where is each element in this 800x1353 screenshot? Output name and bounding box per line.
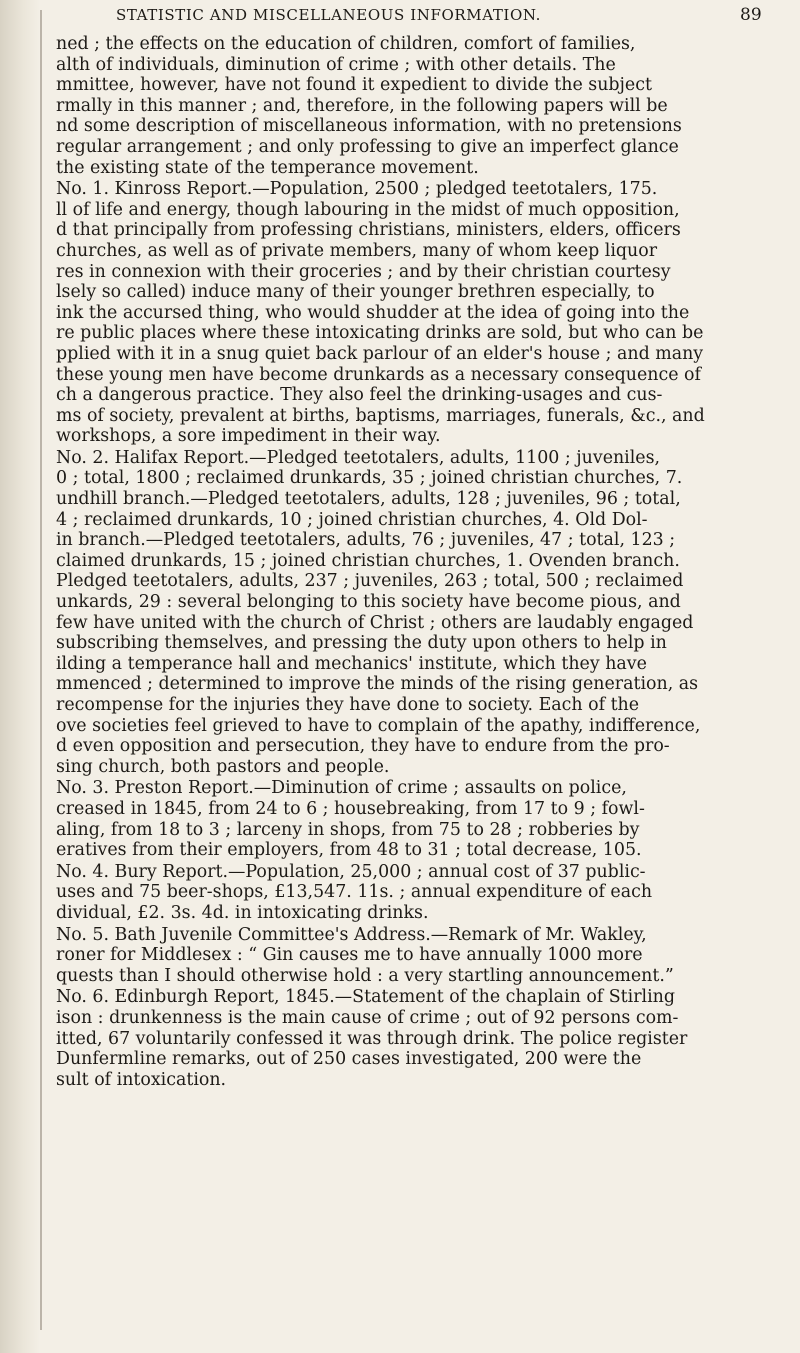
text-line: dividual, £2. 3s. 4d. in intoxicating drinks. (56, 902, 429, 923)
text-line: aling, from 18 to 3 ; larceny in shops, from 75 to 28 ; robberies by (56, 819, 640, 840)
text-line: ove societies feel grieved to have to complain of the apathy, indifference, (56, 715, 701, 736)
gutter-rule (40, 10, 42, 1330)
text-line: workshops, a sore impediment in their way. (56, 426, 441, 447)
text-line: 0 ; total, 1800 ; reclaimed drunkards, 35 ; joined christian churches, 7. (56, 468, 683, 489)
text-line: No. 3. Preston Report.—Diminution of crime ; assaults on police, (56, 778, 627, 799)
running-head: STATISTIC AND MISCELLANEOUS INFORMATION. (116, 6, 541, 24)
text-line: mmittee, however, have not found it expedient to divide the subject (56, 75, 652, 96)
text-line: rmally in this manner ; and, therefore, in the following papers will be (56, 95, 668, 116)
text-line: these young men have become drunkards as a necessary consequence of (56, 364, 701, 385)
text-line: No. 1. Kinross Report.—Population, 2500 ; pledged teetotalers, 175. (56, 179, 658, 200)
text-line: ned ; the effects on the education of children, comfort of families, (56, 34, 636, 54)
text-line: regular arrangement ; and only professing to give an imperfect glance (56, 136, 679, 157)
text-line: ll of life and energy, though labouring in the midst of much opposition, (56, 199, 680, 220)
text-line: churches, as well as of private members, many of whom keep liquor (56, 240, 658, 261)
text-line: itted, 67 voluntarily confessed it was through drink. The police register (56, 1028, 688, 1049)
text-line: No. 6. Edinburgh Report, 1845.—Statement of the chaplain of Stirling (56, 987, 675, 1008)
text-line: mmenced ; determined to improve the minds of the rising generation, as (56, 674, 699, 695)
text-line: Pledged teetotalers, adults, 237 ; juveniles, 263 ; total, 500 ; reclaimed (56, 571, 684, 592)
body-text (56, 34, 791, 1090)
text-line: in branch.—Pledged teetotalers, adults, 76 ; juveniles, 47 ; total, 123 ; (56, 530, 676, 551)
text-line: sing church, both pastors and people. (56, 756, 390, 777)
page-binding-shadow (0, 0, 40, 1353)
text-line: No. 2. Halifax Report.—Pledged teetotalers, adults, 1100 ; juveniles, (56, 447, 661, 468)
text-line: unkards, 29 : several belonging to this society have become pious, and (56, 592, 681, 613)
text-line: No. 4. Bury Report.—Population, 25,000 ; annual cost of 37 public- (56, 861, 646, 882)
text-line: uses and 75 beer-shops, £13,547. 11s. ; annual expenditure of each (56, 882, 653, 903)
text-line: eratives from their employers, from 48 to 31 ; total decrease, 105. (56, 840, 642, 861)
text-line: alth of individuals, diminution of crime ; with other details. The (56, 54, 616, 75)
text-line: ink the accursed thing, who would shudder at the idea of going into the (56, 302, 690, 323)
text-line: ilding a temperance hall and mechanics' institute, which they have (56, 653, 647, 674)
text-line: ch a dangerous practice. They also feel the drinking-usages and cus- (56, 385, 663, 406)
text-line: ison : drunkenness is the main cause of crime ; out of 92 persons com- (56, 1007, 679, 1028)
text-line: lsely so called) induce many of their younger brethren especially, to (56, 282, 655, 303)
text-line: pplied with it in a snug quiet back parlour of an elder's house ; and many (56, 343, 704, 364)
text-line: d even opposition and persecution, they have to endure from the pro- (56, 736, 670, 757)
text-line: res in connexion with their groceries ; and by their christian courtesy (56, 261, 671, 282)
text-line: 4 ; reclaimed drunkards, 10 ; joined christian churches, 4. Old Dol- (56, 509, 648, 530)
text-line: d that principally from professing christians, ministers, elders, officers (56, 220, 681, 241)
text-line: sult of intoxication. (56, 1069, 227, 1090)
text-line: nd some description of miscellaneous information, with no pretensions (56, 116, 682, 137)
text-line: claimed drunkards, 15 ; joined christian churches, 1. Ovenden branch. (56, 550, 680, 571)
text-line: subscribing themselves, and pressing the duty upon others to help in (56, 633, 667, 654)
text-line: creased in 1845, from 24 to 6 ; housebreaking, from 17 to 9 ; fowl- (56, 798, 645, 819)
text-line: the existing state of the temperance movement. (56, 157, 479, 178)
text-line: re public places where these intoxicating drinks are sold, but who can be (56, 323, 704, 344)
page-header (0, 0, 800, 30)
page-number: 89 (740, 5, 762, 25)
text-line: Dunfermline remarks, out of 250 cases investigated, 200 were the (56, 1049, 642, 1070)
text-line: roner for Middlesex : “ Gin causes me to have annually 1000 more (56, 945, 643, 966)
text-line: few have united with the church of Christ ; others are laudably engaged (56, 612, 694, 633)
text-line: ms of society, prevalent at births, baptisms, marriages, funerals, &c., and (56, 405, 705, 426)
text-line: No. 5. Bath Juvenile Committee's Address.—Remark of Mr. Wakley, (56, 924, 647, 945)
text-line: quests than I should otherwise hold : a very startling announcement.” (56, 965, 674, 986)
text-line: undhill branch.—Pledged teetotalers, adults, 128 ; juveniles, 96 ; total, (56, 489, 681, 510)
text-line: recompense for the injuries they have done to society. Each of the (56, 695, 640, 715)
